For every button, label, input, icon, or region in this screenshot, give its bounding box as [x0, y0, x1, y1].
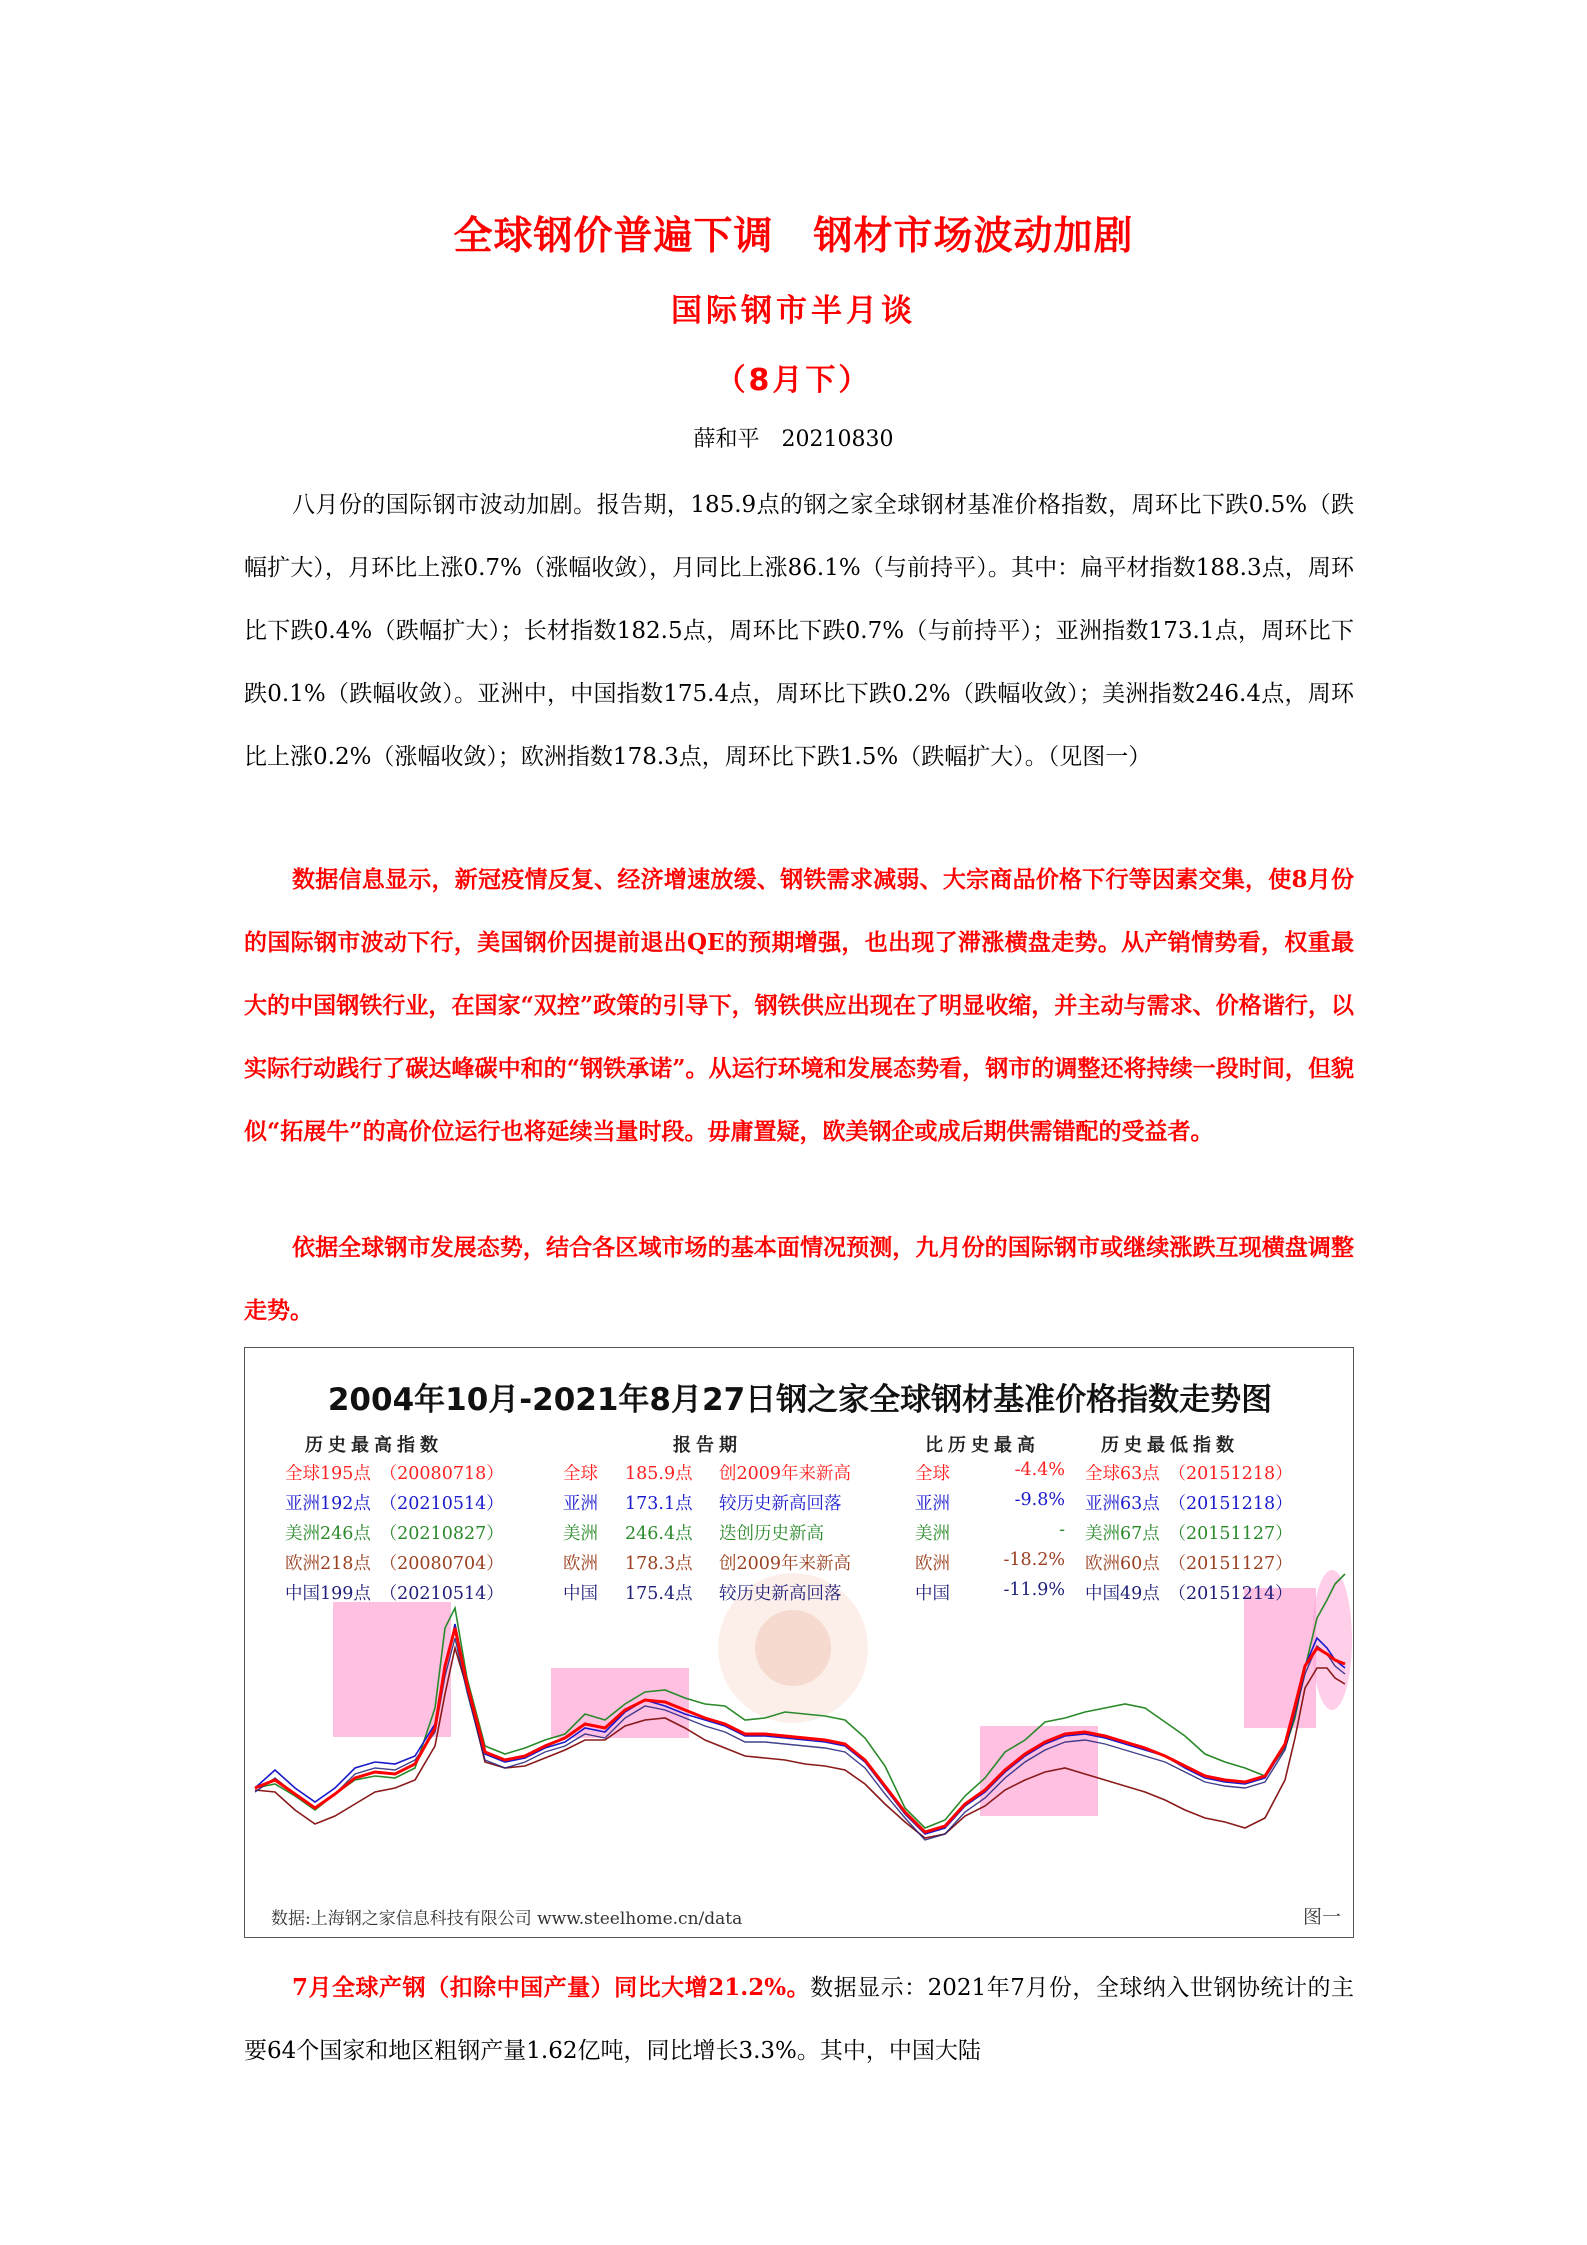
col-head-historic-high: 历史最高指数: [305, 1435, 443, 1456]
row-europe-value: 178.3点: [625, 1554, 693, 1574]
row-china-region: 中国: [563, 1584, 598, 1604]
paragraph-2: 数据信息显示，新冠疫情反复、经济增速放缓、钢铁需求减弱、大宗商品价格下行等因素交集，使8月份的国际钢市波动下行，美国钢价因提前退出QE的预期增强，也出现了滞涨横盘走势。从产销情势看，权重最大的中国钢铁行业，在国家“双控”政策的引导下，钢铁供应出现在了明显收缩，并主动与需求、价格谐行，以实际行动践行了碳达峰碳中和的“钢铁承诺”。从运行环境和发展态势看，钢市的调整还将持续一段时间，但貌似“拓展牛”的高价位运行也将延续当量时段。毋庸置疑，欧美钢企或成后期供需错配的受益者。: [244, 866, 1354, 1145]
paragraph-4: [244, 1956, 1354, 2083]
row-asia-low: 亚洲63点 （20151218）: [1085, 1494, 1293, 1514]
row-asia-note: 较历史新高回落: [719, 1494, 842, 1514]
highlight-band-2004-2008: [333, 1602, 451, 1737]
row-asia-vs-region: 亚洲: [915, 1494, 950, 1514]
row-china-high: 中国199点 （20210514）: [285, 1584, 504, 1604]
row-europe-high: 欧洲218点 （20080704）: [285, 1554, 504, 1574]
col-head-historic-low: 历史最低指数: [1101, 1435, 1239, 1456]
paragraph-4-lead: 7月全球产钢（扣除中国产量）同比大增21.2%。: [292, 1974, 811, 2001]
row-china-vs-region: 中国: [915, 1584, 950, 1604]
paragraph-3: 依据全球钢市发展态势，结合各区域市场的基本面情况预测，九月份的国际钢市或继续涨跌互现横盘调整走势。: [244, 1234, 1354, 1324]
article-issue: （8月下）: [715, 363, 872, 398]
article-title: 全球钢价普遍下调 钢材市场波动加剧: [453, 214, 1134, 259]
row-america-value: 246.4点: [625, 1524, 693, 1544]
highlight-band-2020-2021: [1244, 1588, 1316, 1728]
row-asia-value: 173.1点: [625, 1494, 693, 1514]
row-america-low: 美洲67点 （20151127）: [1085, 1524, 1293, 1544]
figure-source: 数据:上海钢之家信息科技有限公司 www.steelhome.cn/data: [271, 1909, 743, 1929]
row-europe-vs-region: 欧洲: [915, 1554, 950, 1574]
row-china-low: 中国49点 （20151214）: [1085, 1584, 1293, 1604]
row-america-vs-high: -: [1059, 1520, 1065, 1540]
row-america-region: 美洲: [563, 1524, 598, 1544]
row-america-high: 美洲246点 （20210827）: [285, 1524, 504, 1544]
row-global-high: 全球195点 （20080718）: [285, 1464, 504, 1484]
row-america-vs-region: 美洲: [915, 1524, 950, 1544]
row-china-value: 175.4点: [625, 1584, 693, 1604]
row-global-vs-high: -4.4%: [1014, 1460, 1065, 1480]
row-global-region: 全球: [563, 1464, 598, 1484]
highlight-band-2016-2018: [980, 1726, 1098, 1816]
figure-title: 2004年10月-2021年8月27日钢之家全球钢材基准价格指数走势图: [327, 1382, 1273, 1418]
row-asia-region: 亚洲: [563, 1494, 598, 1514]
col-head-vs-high: 比历史最高: [925, 1435, 1040, 1456]
row-china-note: 较历史新高回落: [719, 1584, 842, 1604]
row-global-value: 185.9点: [625, 1464, 693, 1484]
row-global-vs-region: 全球: [915, 1464, 950, 1484]
row-europe-note: 创2009年来新高: [719, 1554, 852, 1574]
figure-1-chart: [244, 1347, 1354, 1938]
paragraph-4-rest: 数据显示：2021年7月份，全球纳入世钢协统计的主要64个国家和地区粗钢产量1.62亿吨，同比增长3.3%。其中，中国大陆: [244, 1975, 1354, 2064]
row-asia-vs-high: -9.8%: [1014, 1490, 1065, 1510]
col-head-report-period: 报告期: [673, 1435, 742, 1456]
article-subtitle: 国际钢市半月谈: [671, 293, 916, 329]
paragraph-1: 八月份的国际钢市波动加剧。报告期，185.9点的钢之家全球钢材基准价格指数，周环比下跌0.5%（跌幅扩大），月环比上涨0.7%（涨幅收敛），月同比上涨86.1%（与前持平）。其中：扁平材指数188.3点，周环比下跌0.4%（跌幅扩大）；长材指数182.5点，周环比下跌0.7%（与前持平）；亚洲指数173.1点，周环比下跌0.1%（跌幅收敛）。亚洲中，中国指数175.4点，周环比下跌0.2%（跌幅收敛）；美洲指数246.4点，周环比上涨0.2%（涨幅收敛）；欧洲指数178.3点，周环比下跌1.5%（跌幅扩大）。（见图一）: [244, 492, 1354, 770]
row-europe-region: 欧洲: [563, 1554, 598, 1574]
watermark-logo-inner: [755, 1610, 831, 1686]
row-global-note: 创2009年来新高: [719, 1464, 852, 1484]
row-china-vs-high: -11.9%: [1003, 1580, 1065, 1600]
row-global-low: 全球63点 （20151218）: [1085, 1464, 1293, 1484]
row-europe-low: 欧洲60点 （20151127）: [1085, 1554, 1293, 1574]
row-asia-high: 亚洲192点 （20210514）: [285, 1494, 504, 1514]
article-byline: 薛和平 20210830: [693, 427, 894, 452]
row-europe-vs-high: -18.2%: [1003, 1550, 1065, 1570]
row-america-note: 迭创历史新高: [719, 1524, 824, 1544]
figure-label: 图一: [1302, 1906, 1341, 1928]
